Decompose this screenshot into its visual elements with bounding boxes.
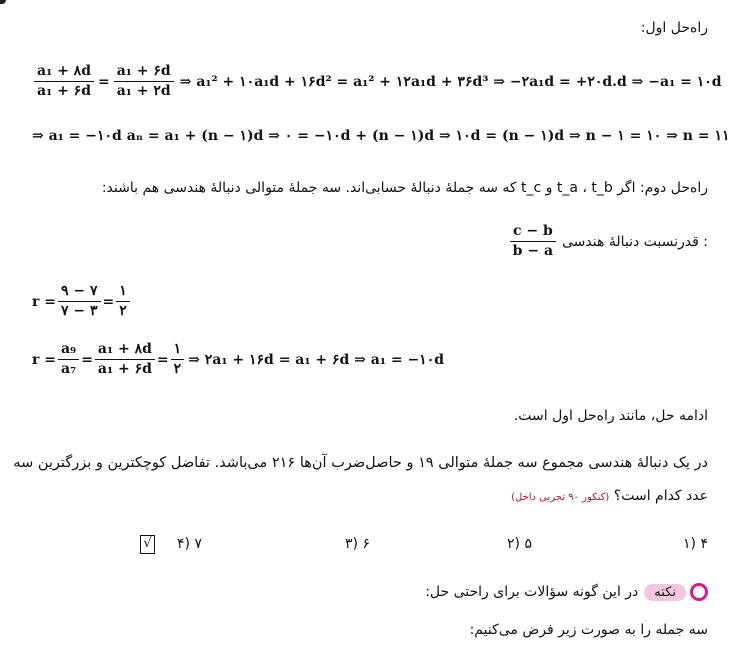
equation-2: ⇒ a₁ = −۱۰d aₙ = a₁ + (n − ۱)d ⇒ ۰ = −۱۰d + (n − ۱)d ⇒ ۱۰d = (n − ۱)d ⇒ n − ۱ = ۱۰ ⇒ n = ۱۱ [32,128,730,144]
eq4-fraction-1 [58,342,79,377]
eq3-f1-num: ۹ − ۷ [58,284,101,302]
question-line-1: در یک دنبالهٔ هندسی مجموع سه جملهٔ متوالی ۱۹ و حاصل‌ضرب آن‌ها ۲۱۶ می‌باشد. تفاضل کوچکترین و بزرگترین سه [13,455,708,471]
fraction-2-den: a₁ + ۲d [116,83,171,99]
equation-1-rest: ⇒ a₁² + ۱۰a₁d + ۱۶d² = a₁² + ۱۲a₁d + ۳۶d³ ⇒ −۲a₁d = +۲۰d.d ⇒ −a₁ = ۱۰d [179,73,722,90]
corner-mark [0,0,6,4]
fraction-1-num: a₁ + ۸d [34,64,94,82]
heading-solution-2: راه‌حل دوم: اگر t_a ، t_b و t_c که سه جملهٔ دنبالهٔ حسابی‌اند. سه جملهٔ متوالی دنبالهٔ هندسی هم باشند: [101,180,708,196]
ratio-fraction [510,224,556,259]
eq4-fraction-2 [95,342,155,377]
ratio-den: b − a [512,243,554,259]
eq4-f1-den: a₇ [60,361,77,377]
eq4-f2-num: a₁ + ۸d [95,342,155,360]
fraction-2 [114,64,174,99]
option-3[interactable]: ۶ (۳ [345,536,370,552]
option-4[interactable]: ۷ (۴ [177,536,202,552]
eq3-fraction-1 [58,284,101,319]
heading-solution-1: راه‌حل اول: [640,20,708,36]
note-badge: نکته [644,584,686,601]
note-circle-icon [690,583,708,601]
eq4-f3-num: ۱ [171,342,185,360]
eq4-fraction-3 [171,342,185,377]
eq3-fraction-2 [116,284,130,319]
correct-answer-checkbox[interactable]: √ [140,535,155,554]
eq4-f1-num: a₉ [58,342,79,360]
equation-4-rest: ⇒ ۲a₁ + ۱۶d = a₁ + ۶d ⇒ a₁ = −۱۰d [188,351,445,368]
ratio-num: c − b [510,224,556,242]
ratio-definition [508,224,708,259]
equation-4: r = $\frac{\text{a₉}}{\text{a₇}}$ = $\frac{\text{a₁ + ۸d}}{\text{a₁ + ۶d}}$ = $\frac{۱}{۲}$ ⇒ ۲a₁ + ۱۶d = a₁ + ۶d ⇒ a₁ = −۱۰d [32,341,445,377]
eq4-f3-den: ۲ [173,361,182,377]
last-line: سه جمله را به صورت زیر فرض می‌کنیم: [469,622,708,638]
eq3-f2-num: ۱ [116,284,130,302]
ratio-label: : قدرنسبت دنبالهٔ هندسی [562,233,708,250]
continue-text: ادامه حل، مانند راه‌حل اول است. [513,408,708,424]
eq4-f2-den: a₁ + ۶d [97,361,152,377]
equation-4-lhs: r = [32,351,56,368]
fraction-1-den: a₁ + ۶d [37,83,91,99]
question-text: عدد کدام است؟ [613,488,708,504]
equation-3 [32,284,132,319]
equation-3-lhs: r = [32,293,56,310]
eq3-f1-den: ۷ − ۳ [60,303,98,319]
fraction-1 [34,64,94,99]
question-source: (کنکور ۹۰ تجربی داخل) [511,492,610,503]
option-1[interactable]: ۴ (۱ [683,536,708,552]
note-text: در این گونه سؤالات برای راحتی حل: [425,584,639,600]
option-2[interactable]: ۵ (۲ [507,536,532,552]
fraction-2-num: a₁ + ۶d [114,64,174,82]
question-line-2 [511,488,708,504]
eq3-equals: = [102,293,115,310]
eq3-f2-den: ۲ [119,303,127,319]
note-row [425,583,708,601]
equation-1: $\frac{\text{a₁ + ۸d}}{\text{a₁ + ۶d}}$ = $\frac{\text{a₁ + ۶d}}{\text{a₁ + ۲d}}$ ⇒ a₁² + ۱۰a₁d + ۱۶d² = a₁² + ۱۲a₁d + ۳۶d³ ⇒ −۲a₁d = +۲۰d.d ⇒ −a₁ = ۱۰d [32,64,722,99]
